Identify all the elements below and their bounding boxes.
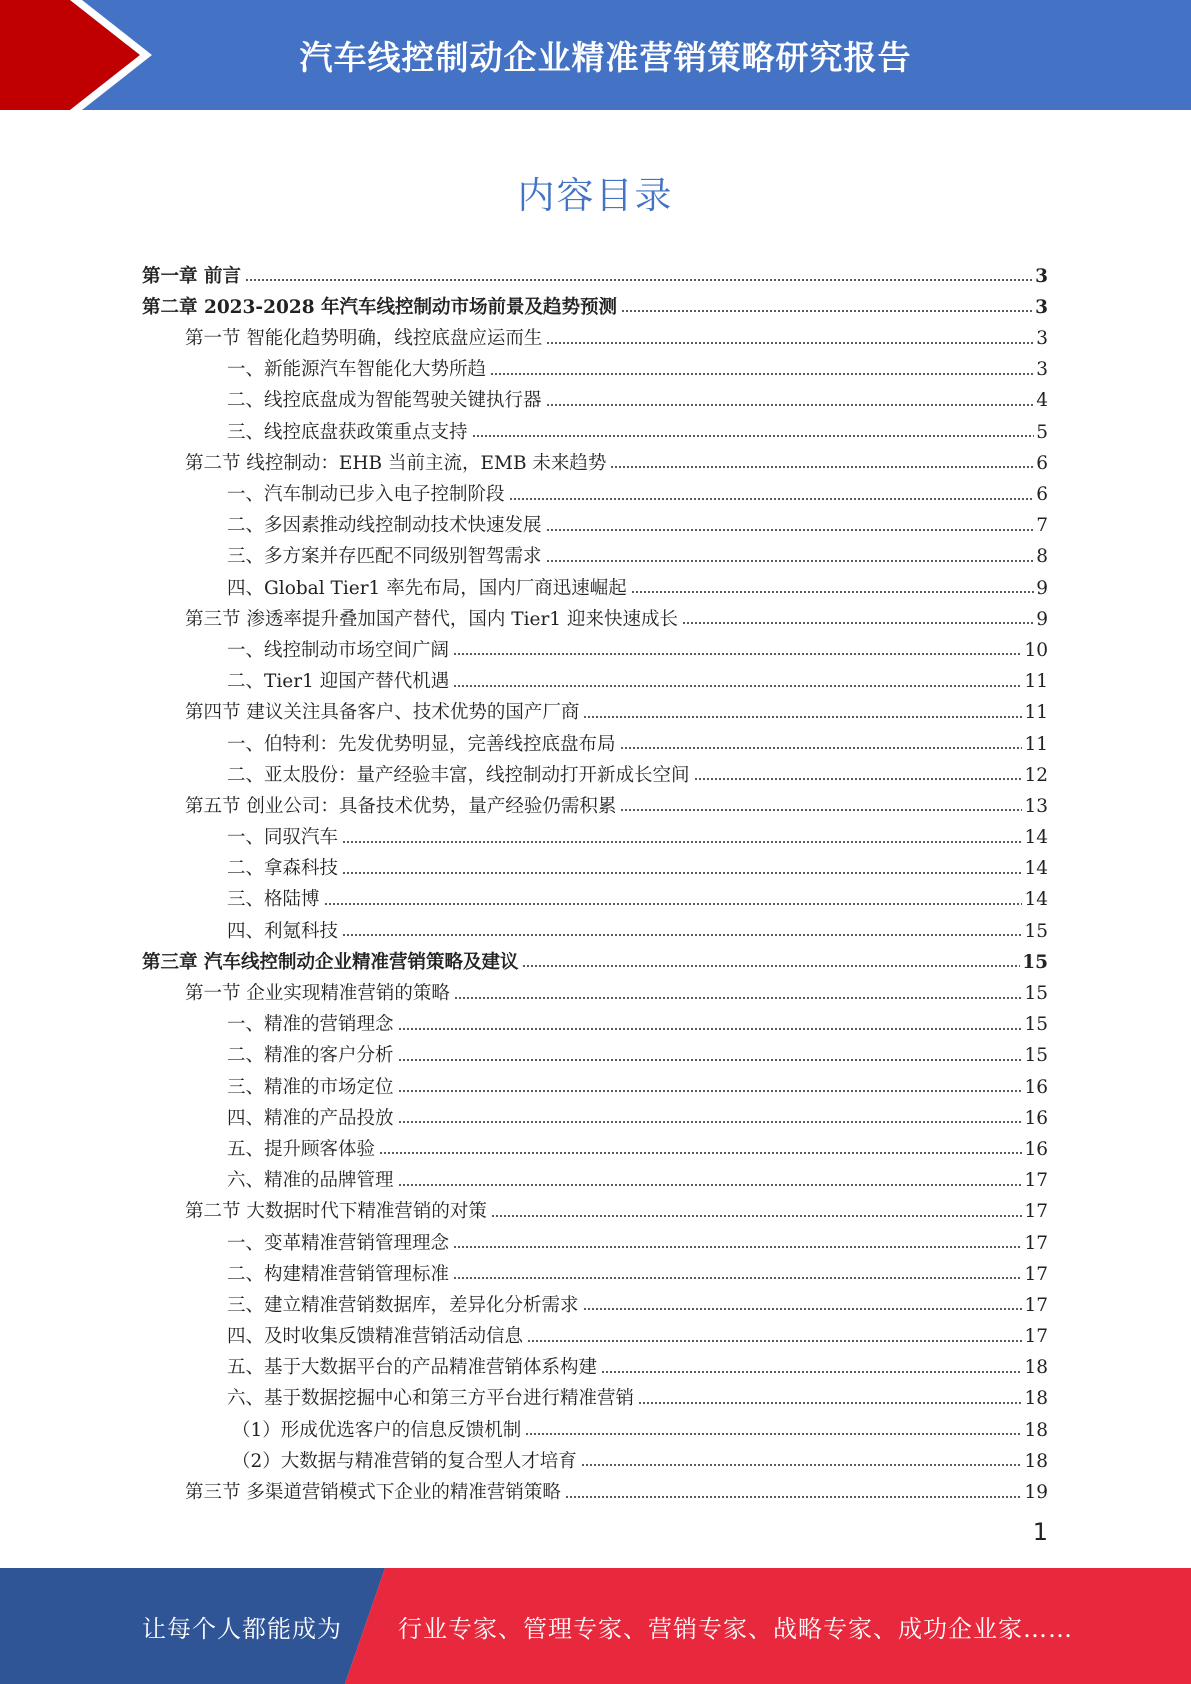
toc-entry[interactable] [142, 941, 1048, 972]
toc-entry-label: 五、基于大数据平台的产品精准营销体系构建 [227, 1357, 598, 1379]
table-of-contents [142, 255, 1048, 1503]
toc-dot-leader [509, 496, 1035, 502]
toc-entry-label: 第一节 企业实现精准营销的策略 [185, 983, 450, 1004]
toc-entry[interactable] [142, 723, 1048, 754]
toc-entry-page: 9 [1036, 577, 1048, 599]
toc-entry-page: 17 [1024, 1326, 1048, 1348]
toc-entry[interactable] [142, 1097, 1048, 1128]
toc-entry-page: 4 [1036, 390, 1048, 412]
toc-entry-label: 四、利氪科技 [227, 920, 339, 942]
toc-dot-leader [694, 776, 1023, 782]
toc-entry[interactable] [142, 286, 1048, 317]
toc-entry-label: 五、提升顾客体验 [227, 1138, 376, 1160]
toc-entry[interactable] [142, 1409, 1048, 1440]
toc-dot-leader [398, 1119, 1023, 1125]
toc-entry[interactable] [142, 1471, 1048, 1502]
toc-entry-page: 11 [1024, 702, 1048, 724]
toc-entry-label: 第三章 汽车线控制动企业精准营销策略及建议 [142, 951, 519, 973]
toc-dot-leader [453, 683, 1022, 689]
toc-entry[interactable] [142, 816, 1048, 847]
toc-entry-page: 10 [1024, 639, 1048, 661]
toc-entry[interactable] [142, 1440, 1048, 1471]
toc-entry-label: 一、同驭汽车 [227, 827, 339, 849]
toc-entry[interactable] [142, 692, 1048, 723]
toc-entry-label: （1）形成优选客户的信息反馈机制 [232, 1419, 522, 1441]
toc-dot-leader [527, 1338, 1022, 1344]
toc-entry-page: 5 [1036, 421, 1048, 443]
toc-entry[interactable] [142, 1159, 1048, 1190]
toc-entry[interactable] [142, 1222, 1048, 1253]
toc-entry[interactable] [142, 349, 1048, 380]
toc-dot-leader [610, 464, 1034, 470]
toc-entry-page: 17 [1024, 1232, 1048, 1254]
toc-entry-label: 三、格陆博 [227, 889, 320, 911]
toc-dot-leader [379, 1150, 1022, 1156]
footer-slogan-left: 让每个人都能成为 [142, 1614, 342, 1643]
toc-entry-page: 3 [1035, 265, 1048, 287]
toc-entry-label: 第一节 智能化趋势明确，线控底盘应运而生 [185, 328, 543, 350]
toc-dot-leader [620, 745, 1023, 751]
toc-dot-leader [454, 995, 1023, 1001]
toc-entry[interactable] [142, 598, 1048, 629]
toc-dot-leader [546, 402, 1035, 408]
toc-entry-page: 19 [1024, 1482, 1048, 1503]
toc-entry[interactable] [142, 317, 1048, 348]
page-number: 1 [1032, 1518, 1048, 1546]
toc-dot-leader [525, 1431, 1022, 1437]
toc-dot-leader [546, 558, 1035, 564]
toc-entry-page: 3 [1036, 328, 1048, 350]
toc-dot-leader [490, 371, 1034, 377]
toc-entry-page: 14 [1024, 827, 1048, 849]
toc-dot-leader [638, 1400, 1022, 1406]
toc-entry[interactable] [142, 473, 1048, 504]
toc-entry-label: 第四节 建议关注具备客户、技术优势的国产厂商 [185, 702, 580, 724]
toc-entry[interactable] [142, 754, 1048, 785]
toc-entry-page: 8 [1036, 546, 1048, 568]
toc-entry-label: 三、建立精准营销数据库，差异化分析需求 [227, 1294, 579, 1316]
toc-entry-page: 18 [1024, 1388, 1048, 1410]
toc-dot-leader [342, 839, 1022, 845]
toc-entry-label: 三、多方案并存匹配不同级别智驾需求 [227, 546, 542, 568]
toc-dot-leader [601, 1369, 1022, 1375]
toc-entry[interactable] [142, 411, 1048, 442]
toc-entry[interactable] [142, 910, 1048, 941]
toc-entry[interactable] [142, 442, 1048, 473]
toc-entry[interactable] [142, 1253, 1048, 1284]
toc-entry-page: 17 [1024, 1201, 1048, 1223]
toc-entry-page: 15 [1024, 920, 1048, 942]
toc-entry-page: 18 [1024, 1357, 1048, 1379]
toc-entry-label: 二、线控底盘成为智能驾驶关键执行器 [227, 390, 542, 412]
toc-entry-label: 一、伯特利：先发优势明显，完善线控底盘布局 [227, 733, 616, 755]
toc-entry-page: 17 [1024, 1294, 1048, 1316]
toc-dot-leader [491, 1213, 1023, 1219]
toc-dot-leader [453, 1244, 1022, 1250]
toc-entry-page: 13 [1024, 795, 1048, 817]
toc-entry[interactable] [142, 972, 1048, 1003]
toc-entry-page: 9 [1036, 608, 1048, 630]
toc-dot-leader [682, 620, 1034, 626]
toc-entry-page: 16 [1024, 1076, 1048, 1098]
footer-banner [0, 1568, 1191, 1684]
toc-entry[interactable] [142, 1066, 1048, 1097]
toc-dot-leader [342, 932, 1022, 938]
toc-entry-page: 16 [1024, 1107, 1048, 1129]
toc-entry[interactable] [142, 660, 1048, 691]
toc-entry-label: 第三节 渗透率提升叠加国产替代，国内 Tier1 迎来快速成长 [185, 608, 678, 630]
toc-entry-page: 3 [1036, 359, 1048, 381]
toc-dot-leader [398, 1026, 1023, 1032]
toc-entry-label: 第一章 前言 [142, 265, 241, 287]
toc-entry-label: 一、变革精准营销管理理念 [227, 1232, 450, 1254]
toc-dot-leader [621, 308, 1033, 314]
toc-entry-label: 二、亚太股份：量产经验丰富，线控制动打开新成长空间 [227, 764, 690, 786]
toc-entry-label: 二、构建精准营销管理标准 [227, 1263, 450, 1285]
toc-dot-leader [546, 340, 1034, 346]
toc-entry[interactable] [142, 1347, 1048, 1378]
toc-entry[interactable] [142, 629, 1048, 660]
toc-entry-page: 11 [1024, 733, 1048, 755]
toc-dot-leader [453, 1275, 1022, 1281]
toc-entry-label: 一、线控制动市场空间广阔 [227, 639, 450, 661]
toc-dot-leader [342, 870, 1022, 876]
toc-dot-leader [522, 963, 1020, 969]
toc-entry-label: 四、精准的产品投放 [227, 1107, 394, 1129]
toc-entry-label: 二、精准的客户分析 [227, 1045, 394, 1067]
footer-slogan-right: 行业专家、管理专家、营销专家、战略专家、成功企业家…… [398, 1614, 1073, 1643]
toc-entry-page: 18 [1024, 1419, 1048, 1441]
toc-entry-page: 14 [1024, 889, 1048, 911]
toc-dot-leader [583, 714, 1022, 720]
toc-dot-leader [546, 527, 1035, 533]
toc-entry-label: 一、汽车制动已步入电子控制阶段 [227, 484, 505, 505]
toc-entry-page: 11 [1024, 671, 1048, 693]
toc-entry-label: 四、Global Tier1 率先布局，国内厂商迅速崛起 [227, 577, 627, 599]
toc-entry-label: 一、精准的营销理念 [227, 1014, 394, 1036]
toc-entry-label: 二、拿森科技 [227, 858, 339, 880]
toc-entry[interactable] [142, 567, 1048, 598]
toc-entry[interactable] [142, 1035, 1048, 1066]
toc-entry-page: 6 [1036, 452, 1048, 474]
toc-entry[interactable] [142, 1315, 1048, 1346]
toc-dot-leader [453, 651, 1022, 657]
toc-entry[interactable] [142, 785, 1048, 816]
toc-entry-page: 17 [1024, 1170, 1048, 1192]
toc-entry-label: 三、线控底盘获政策重点支持 [227, 421, 468, 443]
toc-dot-leader [565, 1494, 1023, 1500]
toc-entry[interactable] [142, 536, 1048, 567]
toc-entry-label: 第五节 创业公司：具备技术优势，量产经验仍需积累 [185, 795, 617, 817]
toc-entry[interactable] [142, 879, 1048, 910]
toc-entry-page: 14 [1024, 858, 1048, 880]
toc-entry-label: 四、及时收集反馈精准营销活动信息 [227, 1326, 524, 1348]
toc-entry-label: 第二节 大数据时代下精准营销的对策 [185, 1201, 487, 1223]
header-banner [0, 0, 1191, 110]
toc-entry[interactable] [142, 380, 1048, 411]
toc-entry-label: 六、基于数据挖掘中心和第三方平台进行精准营销 [227, 1388, 635, 1410]
toc-entry-page: 15 [1024, 1014, 1048, 1036]
report-title: 汽车线控制动企业精准营销策略研究报告 [299, 37, 912, 77]
toc-entry-page: 15 [1022, 951, 1048, 973]
toc-dot-leader [398, 1182, 1023, 1188]
toc-entry[interactable] [142, 255, 1048, 286]
toc-heading: 内容目录 [517, 174, 674, 217]
toc-entry-page: 18 [1024, 1450, 1048, 1472]
toc-dot-leader [472, 433, 1035, 439]
toc-entry-page: 12 [1024, 764, 1048, 786]
toc-entry[interactable] [142, 1004, 1048, 1035]
toc-dot-leader [398, 1057, 1023, 1063]
toc-entry-label: 六、精准的品牌管理 [227, 1170, 394, 1192]
toc-entry-label: 三、精准的市场定位 [227, 1076, 394, 1098]
toc-entry-label: 第二节 线控制动：EHB 当前主流，EMB 未来趋势 [185, 452, 607, 474]
toc-entry[interactable] [142, 1128, 1048, 1159]
toc-entry-page: 7 [1036, 515, 1048, 537]
toc-entry-label: （2）大数据与精准营销的复合型人才培育 [232, 1450, 577, 1472]
toc-dot-leader [631, 589, 1035, 595]
toc-entry[interactable] [142, 1191, 1048, 1222]
toc-entry[interactable] [142, 1284, 1048, 1315]
toc-entry-page: 3 [1035, 296, 1048, 318]
toc-entry-label: 二、Tier1 迎国产替代机遇 [227, 671, 450, 693]
toc-entry-label: 二、多因素推动线控制动技术快速发展 [227, 515, 542, 537]
toc-entry-page: 17 [1024, 1263, 1048, 1285]
toc-entry-label: 第二章 2023-2028 年汽车线控制动市场前景及趋势预测 [142, 296, 618, 318]
toc-entry-page: 15 [1024, 1045, 1048, 1067]
toc-dot-leader [583, 1306, 1023, 1312]
toc-entry[interactable] [142, 1378, 1048, 1409]
toc-entry-label: 一、新能源汽车智能化大势所趋 [227, 359, 487, 381]
toc-entry[interactable] [142, 848, 1048, 879]
toc-dot-leader [581, 1462, 1023, 1468]
toc-entry-page: 16 [1024, 1138, 1048, 1160]
toc-entry[interactable] [142, 505, 1048, 536]
toc-entry-label: 第三节 多渠道营销模式下企业的精准营销策略 [185, 1482, 561, 1503]
toc-dot-leader [398, 1088, 1023, 1094]
toc-dot-leader [620, 807, 1022, 813]
toc-dot-leader [245, 277, 1033, 283]
toc-entry-page: 6 [1036, 484, 1048, 505]
toc-entry-page: 15 [1024, 983, 1048, 1004]
toc-dot-leader [324, 901, 1023, 907]
